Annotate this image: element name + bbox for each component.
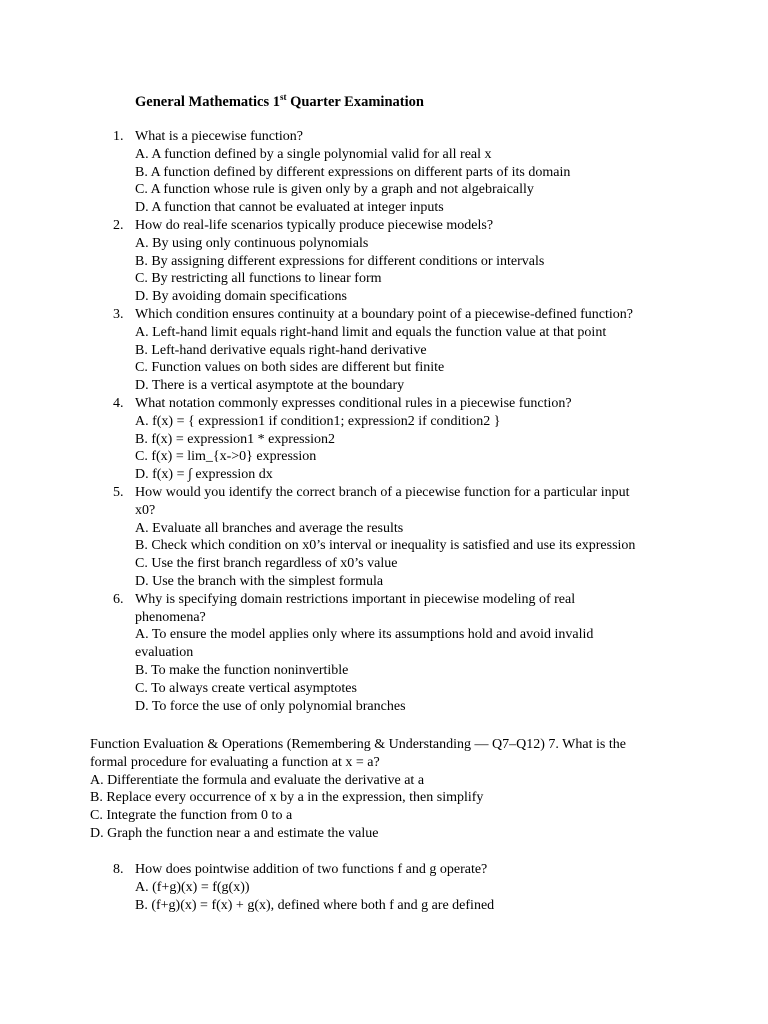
- question-text: phenomena?: [135, 609, 206, 625]
- answer-option: B. f(x) = expression1 * expression2: [135, 431, 335, 447]
- answer-option: D. Use the branch with the simplest formula: [135, 573, 384, 589]
- section-question-text: Function Evaluation & Operations (Remembering & Understanding — Q7–Q12) 7. What is the: [90, 737, 626, 752]
- title-main: General Mathematics 1: [135, 94, 280, 110]
- answer-option: C. Use the first branch regardless of x0’s value: [135, 556, 398, 572]
- question-text: How does pointwise addition of two functions f and g operate?: [135, 862, 488, 877]
- title-rest: Quarter Examination: [286, 94, 424, 110]
- question-body: [135, 861, 680, 914]
- title-superscript: st: [279, 92, 287, 102]
- answer-option: C. A function whose rule is given only by a graph and not algebraically: [135, 182, 534, 198]
- answer-option: A. A function defined by a single polynomial valid for all real x: [135, 146, 492, 162]
- answer-option: A. By using only continuous polynomials: [135, 235, 369, 251]
- answer-option: B. By assigning different expressions for different conditions or intervals: [135, 253, 545, 269]
- answer-option: B. Left-hand derivative equals right-hand derivative: [135, 342, 427, 358]
- question-body: [135, 128, 680, 217]
- section-question-text: formal procedure for evaluating a function at x = a?: [90, 754, 380, 770]
- question-item: [0, 591, 768, 716]
- question-text: How do real-life scenarios typically produce piecewise models?: [135, 217, 494, 233]
- question-text: Which condition ensures continuity at a boundary point of a piecewise-defined function?: [135, 306, 634, 322]
- answer-option: D. Graph the function near a and estimate the value: [90, 825, 379, 841]
- answer-option: C. f(x) = lim_{x->0} expression: [135, 449, 317, 465]
- question-number: 1.: [113, 129, 124, 144]
- answer-option: A. To ensure the model applies only where its assumptions hold and avoid invalid: [135, 627, 594, 643]
- section-block: [90, 736, 675, 843]
- answer-option: C. Integrate the function from 0 to a: [90, 808, 293, 824]
- answer-option: D. By avoiding domain specifications: [135, 289, 347, 305]
- answer-option: B. (f+g)(x) = f(x) + g(x), defined where both f and g are defined: [135, 897, 495, 913]
- question-text: How would you identify the correct branch of a piecewise function for a particular input: [135, 484, 630, 500]
- question-number: 3.: [113, 306, 124, 322]
- answer-option: A. (f+g)(x) = f(g(x)): [135, 879, 250, 895]
- question-text: x0?: [135, 502, 156, 518]
- question-item: [0, 861, 768, 914]
- question-item: [0, 128, 768, 217]
- question-list-1: [0, 128, 768, 715]
- answer-option: C. To always create vertical asymptotes: [135, 680, 357, 696]
- question-number: 8.: [113, 862, 124, 877]
- answer-option: B. Replace every occurrence of x by a in the expression, then simplify: [90, 790, 484, 806]
- answer-option: B. To make the function noninvertible: [135, 662, 349, 678]
- answer-option: evaluation: [135, 645, 194, 661]
- answer-option: D. A function that cannot be evaluated at integer inputs: [135, 200, 444, 216]
- question-item: [0, 395, 768, 484]
- question-item: [0, 306, 768, 395]
- question-number: 5.: [113, 484, 124, 500]
- question-text: Why is specifying domain restrictions important in piecewise modeling of real: [135, 591, 576, 607]
- answer-option: C. By restricting all functions to linear form: [135, 271, 382, 287]
- question-text: What is a piecewise function?: [135, 129, 303, 144]
- answer-option: D. There is a vertical asymptote at the boundary: [135, 378, 405, 394]
- question-number: 2.: [113, 217, 124, 233]
- answer-option: D. To force the use of only polynomial branches: [135, 698, 406, 714]
- question-text: What notation commonly expresses conditional rules in a piecewise function?: [135, 395, 572, 411]
- answer-option: A. Evaluate all branches and average the results: [135, 520, 404, 536]
- answer-option: B. Check which condition on x0’s interval or inequality is satisfied and use its expression: [135, 538, 636, 554]
- answer-option: A. Left-hand limit equals right-hand limit and equals the function value at that point: [135, 324, 607, 340]
- question-number: 4.: [113, 395, 124, 411]
- question-body: [135, 395, 680, 484]
- answer-option: A. f(x) = { expression1 if condition1; expression2 if condition2 }: [135, 413, 501, 429]
- question-item: [0, 484, 768, 591]
- answer-option: B. A function defined by different expressions on different parts of its domain: [135, 164, 571, 180]
- answer-option: A. Differentiate the formula and evaluate the derivative at a: [90, 772, 425, 788]
- answer-option: D. f(x) = ∫ expression dx: [135, 467, 273, 483]
- question-body: [135, 591, 680, 716]
- question-number: 6.: [113, 591, 124, 607]
- question-item: [0, 217, 768, 306]
- question-list-2: [0, 861, 768, 914]
- exam-title: [135, 92, 424, 112]
- question-body: [135, 484, 680, 591]
- answer-option: C. Function values on both sides are different but finite: [135, 360, 445, 376]
- question-body: [135, 306, 680, 395]
- question-body: [135, 217, 680, 306]
